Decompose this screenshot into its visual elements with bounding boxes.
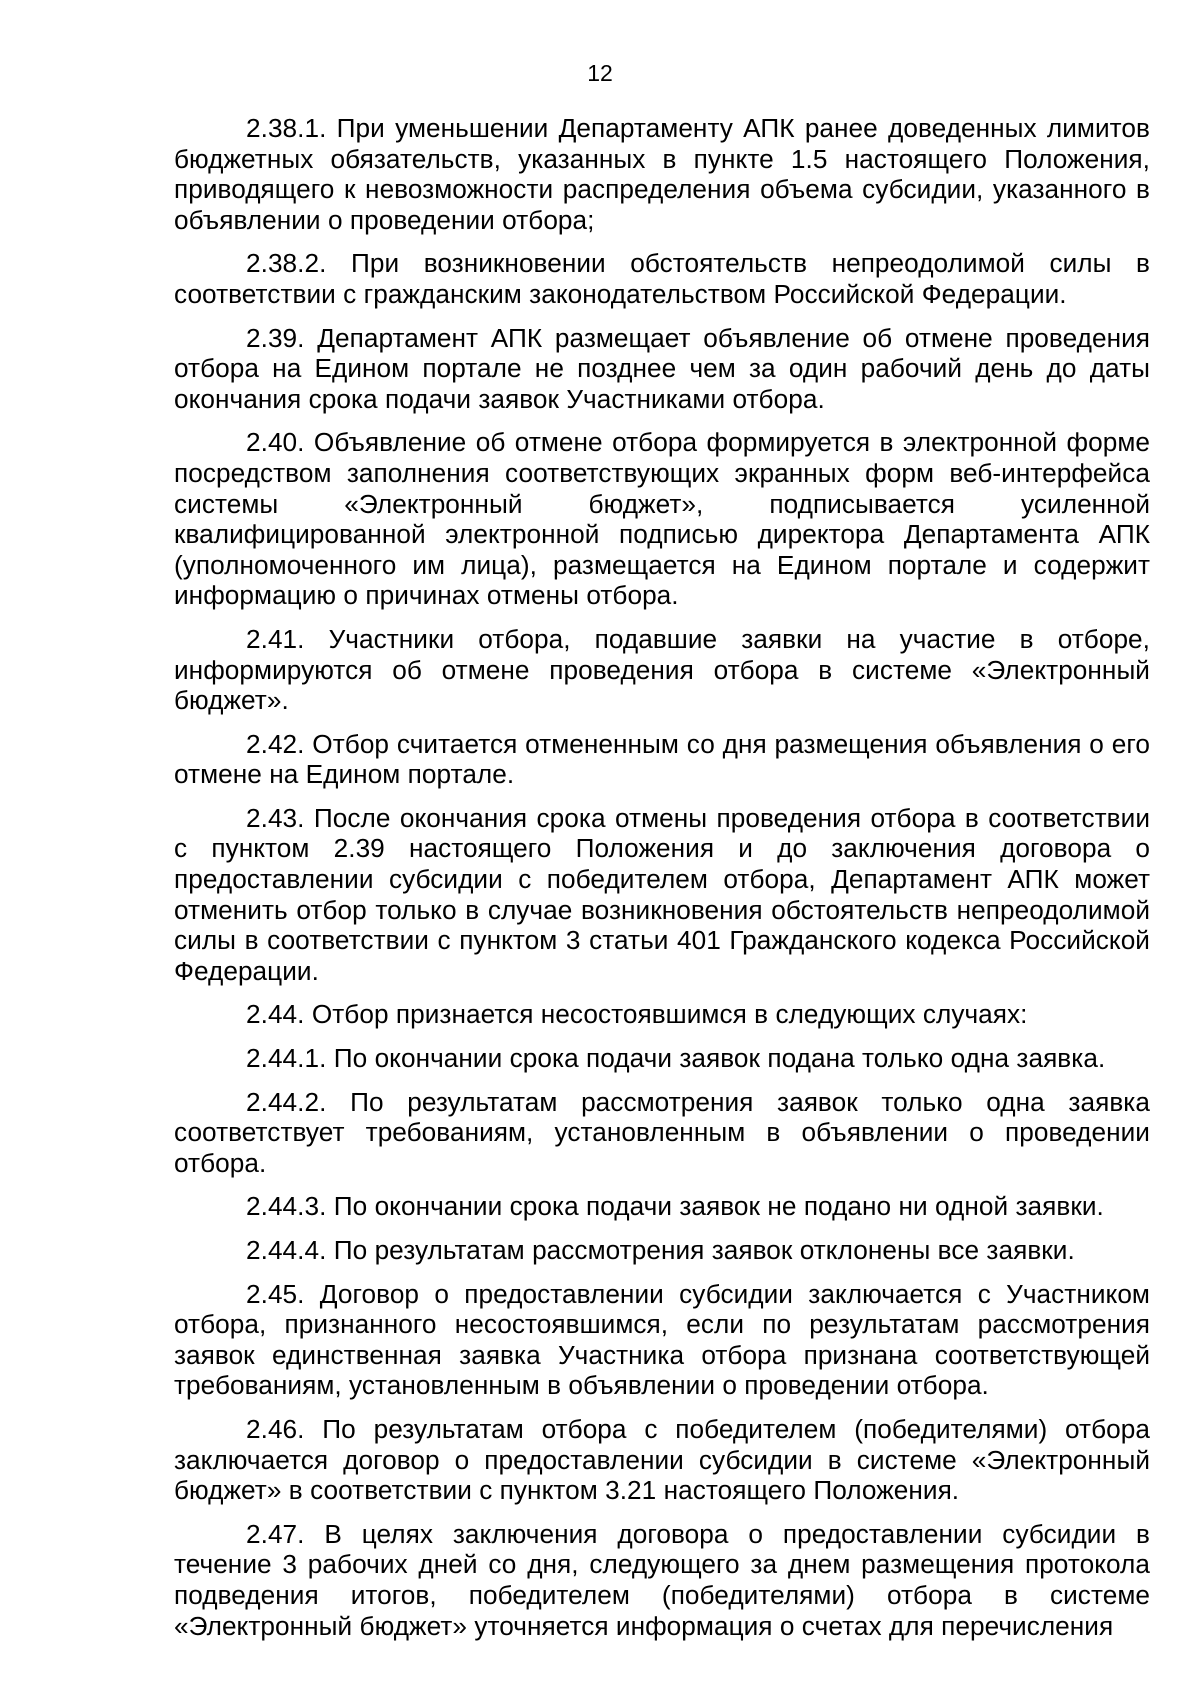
paragraph-2-44-1: 2.44.1. По окончании срока подачи заявок подана только одна заявка. (246, 1043, 1106, 1074)
paragraph-2-44: 2.44. Отбор признается несостоявшимся в следующих случаях: (246, 999, 1028, 1030)
document-body (174, 113, 1150, 1641)
paragraph-2-38-2: 2.38.2. При возникновении обстоятельств непреодолимой силы в соответствии с гражданским законодательством Российской Федерации. (174, 248, 1150, 309)
paragraph-2-44-4: 2.44.4. По результатам рассмотрения заявок отклонены все заявки. (246, 1235, 1075, 1265)
page-number: 12 (587, 60, 613, 86)
paragraph-2-46: 2.46. По результатам отбора с победителем (победителями) отбора заключается договор о предоставлении субсидии в системе «Электронный бюджет» в соответствии с пунктом 3.21 настоящего Положения. (174, 1413, 1150, 1506)
paragraph-2-45: 2.45. Договор о предоставлении субсидии заключается с Участником отбора, признанного несостоявшимся, если по результатам рассмотрения заявок единственная заявка Участника отбора признана соответствующей требованиям, установленным в объявлении о проведении отбора. (174, 1278, 1150, 1401)
paragraph-2-40: 2.40. Объявление об отмене отбора формируется в электронной форме посредством заполнения соответствующих экранных форм веб-интерфейса системы «Электронный бюджет», подписывается усиленной квалифицированной электронной подписью директора Департамента АПК (уполномоченного им лица), размещается на Едином портале и содержит информацию о причинах отмены отбора. (174, 427, 1150, 611)
paragraph-2-44-2: 2.44.2. По результатам рассмотрения заявок только одна заявка соответствует требованиям, установленным в объявлении о проведении отбора. (174, 1086, 1150, 1178)
paragraph-2-43: 2.43. После окончания срока отмены проведения отбора в соответствии с пунктом 2.39 настоящего Положения и до заключения договора о предоставлении субсидии с победителем отбора, Департамент АПК может отменить отбор только в случае возникновения обстоятельств непреодолимой силы в соответствии с пунктом 3 статьи 401 Гражданского кодекса Российской Федерации. (174, 802, 1150, 986)
paragraph-2-44-3: 2.44.3. По окончании срока подачи заявок не подано ни одной заявки. (246, 1191, 1104, 1222)
paragraph-2-41: 2.41. Участники отбора, подавшие заявки на участие в отборе, информируются об отмене проведения отбора в системе «Электронный бюджет». (174, 623, 1150, 716)
paragraph-2-47: 2.47. В целях заключения договора о предоставлении субсидии в течение 3 рабочих дней со дня, следующего за днем размещения протокола подведения итогов, победителем (победителями) отбора в системе «Электронный бюджет» уточняется информация о счетах для перечисления (174, 1518, 1150, 1641)
paragraph-2-42: 2.42. Отбор считается отмененным со дня размещения объявления о его отмене на Едином портале. (174, 728, 1150, 790)
paragraph-2-38-1: 2.38.1. При уменьшении Департаменту АПК ранее доведенных лимитов бюджетных обязательств, указанных в пункте 1.5 настоящего Положения, приводящего к невозможности распределения объема субсидии, указанного в объявлении о проведении отбора; (174, 113, 1150, 235)
paragraph-2-39: 2.39. Департамент АПК размещает объявление об отмене проведения отбора на Едином портале не позднее чем за один рабочий день до даты окончания срока подачи заявок Участниками отбора. (174, 322, 1150, 414)
